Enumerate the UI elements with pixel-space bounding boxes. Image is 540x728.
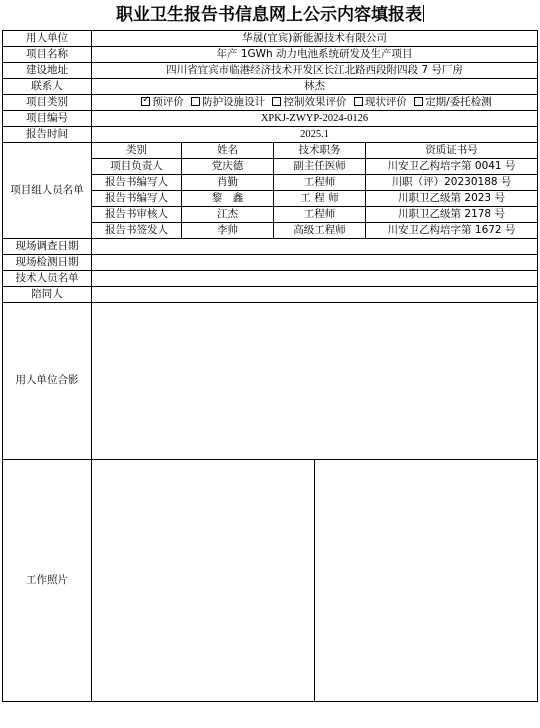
member-cert[interactable]: 川安卫乙构培字第 1672 号	[366, 223, 538, 239]
project-name-value[interactable]: 年产 1GWh 动力电池系统研发及生产项目	[92, 47, 538, 63]
text-cursor	[423, 5, 424, 22]
team-label: 项目组人员名单	[3, 143, 92, 239]
member-category[interactable]: 报告书签发人	[92, 223, 182, 239]
project-no-value[interactable]: XPKJ-ZWYP-2024-0126	[92, 111, 538, 127]
checkbox-periodic-detection[interactable]	[414, 97, 423, 106]
contact-value[interactable]: 林杰	[92, 79, 538, 95]
work-photo-area	[92, 460, 538, 702]
member-title[interactable]: 工程师	[274, 207, 366, 223]
member-cert[interactable]: 川职卫乙级第 2023 号	[366, 191, 538, 207]
project-name-label: 项目名称	[3, 47, 92, 63]
checkbox-pre-evaluation[interactable]	[141, 97, 150, 106]
option-protection-design: 防护设施设计	[202, 95, 266, 108]
checkbox-control-effect[interactable]	[272, 97, 281, 106]
option-periodic-detection: 定期/委托检测	[425, 95, 492, 108]
member-cert[interactable]: 川职卫乙级第 2178 号	[366, 207, 538, 223]
member-name[interactable]: 肖勤	[182, 175, 274, 191]
row-work-photo	[3, 460, 538, 702]
row-survey-date	[3, 239, 538, 255]
contact-label: 联系人	[3, 79, 92, 95]
team-header-category: 类别	[92, 143, 182, 159]
address-label: 建设地址	[3, 63, 92, 79]
member-title[interactable]: 工 程 师	[274, 191, 366, 207]
detection-date-label: 现场检测日期	[3, 255, 92, 271]
member-category[interactable]: 报告书编写人	[92, 191, 182, 207]
row-address	[3, 63, 538, 79]
member-category[interactable]: 项目负责人	[92, 159, 182, 175]
member-cert[interactable]: 川安卫乙构培字第 0041 号	[366, 159, 538, 175]
address-value[interactable]: 四川省宜宾市临港经济技术开发区长江北路西段附四段 7 号厂房	[92, 63, 538, 79]
checkbox-protection-design[interactable]	[191, 97, 200, 106]
escort-label: 陪同人	[3, 287, 92, 303]
technician-list-value[interactable]	[92, 271, 538, 287]
member-title[interactable]: 高级工程师	[274, 223, 366, 239]
page-title	[0, 2, 540, 28]
page-title-text: 职业卫生报告书信息网上公示内容填报表	[116, 5, 422, 25]
detection-date-value[interactable]	[92, 255, 538, 271]
member-name[interactable]: 黎 鑫	[182, 191, 274, 207]
report-time-value[interactable]: 2025.1	[92, 127, 538, 143]
team-header-name: 姓名	[182, 143, 274, 159]
member-name[interactable]: 党庆德	[182, 159, 274, 175]
row-project-name	[3, 47, 538, 63]
escort-value[interactable]	[92, 287, 538, 303]
project-type-options	[92, 95, 538, 111]
row-project-no	[3, 111, 538, 127]
member-title[interactable]: 工程师	[274, 175, 366, 191]
survey-date-value[interactable]	[92, 239, 538, 255]
team-header-cert: 资质证书号	[366, 143, 538, 159]
row-project-type	[3, 95, 538, 111]
option-status-evaluation: 现状评价	[364, 95, 407, 108]
employer-value[interactable]: 华晟(宜宾)新能源技术有限公司	[92, 31, 538, 47]
technician-list-label: 技术人员名单	[3, 271, 92, 287]
group-photo-label: 用人单位合影	[3, 303, 92, 460]
team-header-row	[3, 143, 538, 159]
group-photo-area[interactable]	[92, 303, 538, 460]
checkbox-status-evaluation[interactable]	[354, 97, 363, 106]
survey-date-label: 现场调查日期	[3, 239, 92, 255]
project-type-label: 项目类别	[3, 95, 92, 111]
member-category[interactable]: 报告书编写人	[92, 175, 182, 191]
member-name[interactable]: 李帅	[182, 223, 274, 239]
option-pre-evaluation: 预评价	[152, 95, 184, 108]
work-photo-right[interactable]	[314, 460, 537, 701]
row-employer	[3, 31, 538, 47]
row-technician-list	[3, 271, 538, 287]
work-photo-left[interactable]	[92, 460, 314, 701]
row-group-photo	[3, 303, 538, 460]
member-title[interactable]: 副主任医师	[274, 159, 366, 175]
team-header-title: 技术职务	[274, 143, 366, 159]
row-detection-date	[3, 255, 538, 271]
row-escort	[3, 287, 538, 303]
info-form-table	[2, 30, 538, 702]
row-contact	[3, 79, 538, 95]
option-control-effect: 控制效果评价	[283, 95, 347, 108]
member-cert[interactable]: 川职（评）20230188 号	[366, 175, 538, 191]
project-no-label: 项目编号	[3, 111, 92, 127]
row-report-time	[3, 127, 538, 143]
employer-label: 用人单位	[3, 31, 92, 47]
member-category[interactable]: 报告书审核人	[92, 207, 182, 223]
report-time-label: 报告时间	[3, 127, 92, 143]
work-photo-label: 工作照片	[3, 460, 92, 702]
member-name[interactable]: 江杰	[182, 207, 274, 223]
